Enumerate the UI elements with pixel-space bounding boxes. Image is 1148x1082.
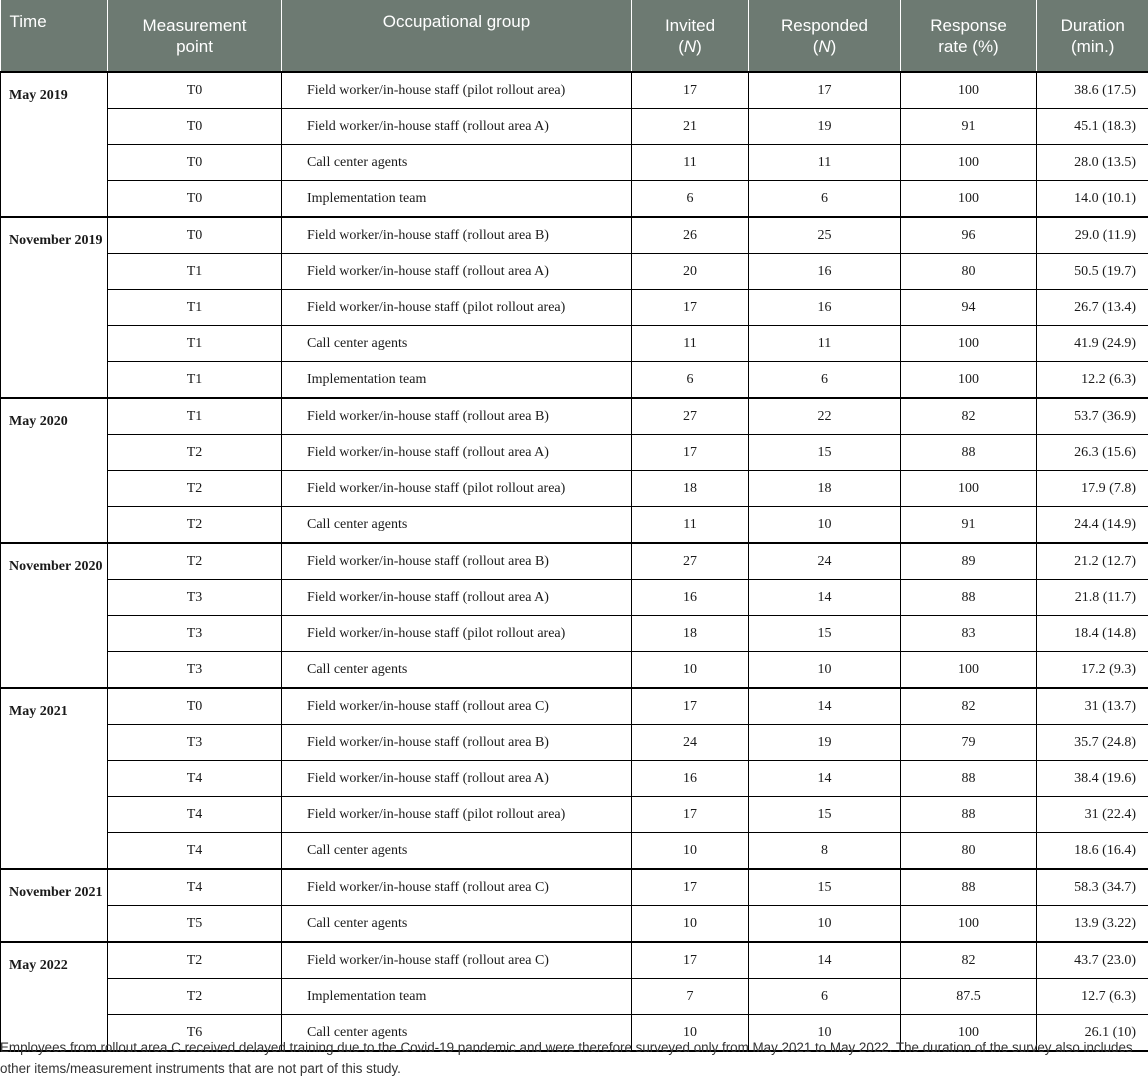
cell-duration: 29.0 (11.9) — [1037, 217, 1148, 254]
cell-measurement-point: T0 — [108, 181, 282, 218]
cell-response-rate: 80 — [901, 254, 1037, 290]
cell-responded: 18 — [749, 471, 901, 507]
cell-duration: 17.2 (9.3) — [1037, 652, 1148, 689]
cell-invited: 7 — [632, 979, 749, 1015]
table-footnote: Employees from rollout area C received delayed training due to the Covid-19 pandemic and were therefore surveyed only from May 2021 to May 2022. The duration of the survey also includes other items/measurement instruments that are not part of this study. — [0, 1040, 1133, 1076]
cell-occupational-group: Call center agents — [282, 1015, 632, 1052]
cell-duration: 26.3 (15.6) — [1037, 435, 1148, 471]
cell-invited: 11 — [632, 145, 749, 181]
cell-invited: 18 — [632, 471, 749, 507]
cell-occupational-group: Field worker/in-house staff (pilot rollout area) — [282, 72, 632, 109]
cell-responded: 16 — [749, 254, 901, 290]
cell-measurement-point: T4 — [108, 761, 282, 797]
cell-invited: 17 — [632, 942, 749, 979]
header-occupational-group: Occupational group — [282, 0, 632, 72]
cell-invited: 16 — [632, 761, 749, 797]
table-row — [1, 688, 1148, 725]
cell-duration: 18.4 (14.8) — [1037, 616, 1148, 652]
cell-invited: 17 — [632, 435, 749, 471]
cell-invited: 10 — [632, 652, 749, 689]
cell-response-rate: 100 — [901, 471, 1037, 507]
cell-measurement-point: T1 — [108, 398, 282, 435]
cell-duration: 45.1 (18.3) — [1037, 109, 1148, 145]
cell-response-rate: 88 — [901, 797, 1037, 833]
cell-responded: 16 — [749, 290, 901, 326]
table-row — [1, 797, 1148, 833]
cell-responded: 25 — [749, 217, 901, 254]
cell-measurement-point: T3 — [108, 652, 282, 689]
cell-response-rate: 83 — [901, 616, 1037, 652]
cell-occupational-group: Field worker/in-house staff (rollout area C) — [282, 688, 632, 725]
cell-measurement-point: T0 — [108, 217, 282, 254]
cell-response-rate: 100 — [901, 181, 1037, 218]
cell-response-rate: 100 — [901, 652, 1037, 689]
cell-measurement-point: T3 — [108, 580, 282, 616]
cell-invited: 27 — [632, 398, 749, 435]
header-measurement-point: Measurement point — [108, 0, 282, 72]
table-row — [1, 725, 1148, 761]
cell-occupational-group: Field worker/in-house staff (rollout area B) — [282, 725, 632, 761]
cell-measurement-point: T1 — [108, 290, 282, 326]
cell-responded: 11 — [749, 145, 901, 181]
cell-duration: 14.0 (10.1) — [1037, 181, 1148, 218]
table-row — [1, 435, 1148, 471]
table-row — [1, 979, 1148, 1015]
table-row — [1, 507, 1148, 544]
header-invited: Invited (N) — [632, 0, 749, 72]
cell-occupational-group: Field worker/in-house staff (rollout area A) — [282, 580, 632, 616]
cell-responded: 17 — [749, 72, 901, 109]
cell-duration: 53.7 (36.9) — [1037, 398, 1148, 435]
cell-responded: 10 — [749, 1015, 901, 1052]
cell-time: November 2021 — [1, 869, 108, 942]
cell-response-rate: 88 — [901, 580, 1037, 616]
cell-invited: 17 — [632, 797, 749, 833]
cell-duration: 12.7 (6.3) — [1037, 979, 1148, 1015]
cell-measurement-point: T3 — [108, 725, 282, 761]
cell-response-rate: 87.5 — [901, 979, 1037, 1015]
cell-occupational-group: Call center agents — [282, 906, 632, 943]
cell-occupational-group: Field worker/in-house staff (rollout area B) — [282, 217, 632, 254]
cell-measurement-point: T0 — [108, 145, 282, 181]
cell-measurement-point: T1 — [108, 362, 282, 399]
cell-duration: 31 (13.7) — [1037, 688, 1148, 725]
cell-occupational-group: Field worker/in-house staff (rollout area A) — [282, 254, 632, 290]
cell-duration: 24.4 (14.9) — [1037, 507, 1148, 544]
table-row — [1, 290, 1148, 326]
cell-duration: 12.2 (6.3) — [1037, 362, 1148, 399]
table-row — [1, 254, 1148, 290]
cell-duration: 26.7 (13.4) — [1037, 290, 1148, 326]
cell-occupational-group: Field worker/in-house staff (rollout area A) — [282, 109, 632, 145]
cell-invited: 20 — [632, 254, 749, 290]
cell-invited: 11 — [632, 326, 749, 362]
cell-invited: 10 — [632, 833, 749, 870]
cell-responded: 11 — [749, 326, 901, 362]
cell-duration: 28.0 (13.5) — [1037, 145, 1148, 181]
cell-response-rate: 82 — [901, 688, 1037, 725]
cell-duration: 35.7 (24.8) — [1037, 725, 1148, 761]
cell-invited: 10 — [632, 1015, 749, 1052]
cell-measurement-point: T0 — [108, 688, 282, 725]
cell-response-rate: 100 — [901, 145, 1037, 181]
cell-occupational-group: Implementation team — [282, 362, 632, 399]
cell-measurement-point: T2 — [108, 435, 282, 471]
cell-invited: 6 — [632, 362, 749, 399]
cell-measurement-point: T0 — [108, 109, 282, 145]
cell-occupational-group: Call center agents — [282, 326, 632, 362]
cell-occupational-group: Call center agents — [282, 652, 632, 689]
cell-responded: 15 — [749, 435, 901, 471]
cell-invited: 27 — [632, 543, 749, 580]
table-row — [1, 580, 1148, 616]
cell-measurement-point: T5 — [108, 906, 282, 943]
cell-response-rate: 88 — [901, 761, 1037, 797]
cell-measurement-point: T0 — [108, 72, 282, 109]
cell-invited: 17 — [632, 688, 749, 725]
table-row — [1, 833, 1148, 870]
cell-responded: 6 — [749, 979, 901, 1015]
cell-response-rate: 80 — [901, 833, 1037, 870]
cell-responded: 10 — [749, 906, 901, 943]
table-row — [1, 181, 1148, 218]
cell-invited: 10 — [632, 906, 749, 943]
cell-responded: 24 — [749, 543, 901, 580]
cell-response-rate: 89 — [901, 543, 1037, 580]
cell-occupational-group: Field worker/in-house staff (rollout area A) — [282, 435, 632, 471]
cell-measurement-point: T2 — [108, 507, 282, 544]
table-body — [1, 72, 1148, 1051]
cell-invited: 26 — [632, 217, 749, 254]
cell-duration: 26.1 (10) — [1037, 1015, 1148, 1052]
cell-duration: 21.2 (12.7) — [1037, 543, 1148, 580]
header-time: Time — [1, 0, 108, 72]
cell-duration: 38.4 (19.6) — [1037, 761, 1148, 797]
table-row — [1, 109, 1148, 145]
cell-duration: 13.9 (3.22) — [1037, 906, 1148, 943]
cell-measurement-point: T2 — [108, 942, 282, 979]
cell-occupational-group: Field worker/in-house staff (pilot rollout area) — [282, 290, 632, 326]
cell-responded: 14 — [749, 580, 901, 616]
cell-response-rate: 100 — [901, 326, 1037, 362]
table-row — [1, 326, 1148, 362]
cell-responded: 14 — [749, 761, 901, 797]
cell-time: May 2019 — [1, 72, 108, 217]
cell-invited: 17 — [632, 869, 749, 906]
cell-occupational-group: Field worker/in-house staff (rollout area B) — [282, 398, 632, 435]
header-response-rate: Response rate (%) — [901, 0, 1037, 72]
cell-duration: 18.6 (16.4) — [1037, 833, 1148, 870]
cell-occupational-group: Implementation team — [282, 979, 632, 1015]
cell-duration: 38.6 (17.5) — [1037, 72, 1148, 109]
cell-invited: 17 — [632, 72, 749, 109]
cell-duration: 41.9 (24.9) — [1037, 326, 1148, 362]
cell-time: May 2021 — [1, 688, 108, 869]
cell-response-rate: 94 — [901, 290, 1037, 326]
cell-duration: 17.9 (7.8) — [1037, 471, 1148, 507]
cell-duration: 21.8 (11.7) — [1037, 580, 1148, 616]
cell-measurement-point: T6 — [108, 1015, 282, 1052]
cell-occupational-group: Call center agents — [282, 145, 632, 181]
table-row — [1, 398, 1148, 435]
cell-duration: 43.7 (23.0) — [1037, 942, 1148, 979]
cell-occupational-group: Field worker/in-house staff (pilot rollout area) — [282, 471, 632, 507]
cell-time: May 2022 — [1, 942, 108, 1051]
cell-time: November 2019 — [1, 217, 108, 398]
cell-measurement-point: T1 — [108, 254, 282, 290]
cell-responded: 19 — [749, 725, 901, 761]
cell-occupational-group: Field worker/in-house staff (rollout area A) — [282, 761, 632, 797]
table-row — [1, 471, 1148, 507]
cell-response-rate: 96 — [901, 217, 1037, 254]
cell-response-rate: 79 — [901, 725, 1037, 761]
table-row — [1, 761, 1148, 797]
cell-occupational-group: Field worker/in-house staff (rollout area C) — [282, 869, 632, 906]
cell-response-rate: 100 — [901, 906, 1037, 943]
table-row — [1, 616, 1148, 652]
table-row — [1, 145, 1148, 181]
cell-response-rate: 82 — [901, 942, 1037, 979]
cell-invited: 6 — [632, 181, 749, 218]
cell-invited: 17 — [632, 290, 749, 326]
cell-responded: 15 — [749, 616, 901, 652]
cell-measurement-point: T3 — [108, 616, 282, 652]
cell-responded: 10 — [749, 652, 901, 689]
cell-responded: 10 — [749, 507, 901, 544]
table-row — [1, 543, 1148, 580]
cell-responded: 22 — [749, 398, 901, 435]
cell-response-rate: 100 — [901, 362, 1037, 399]
cell-invited: 24 — [632, 725, 749, 761]
cell-measurement-point: T4 — [108, 797, 282, 833]
cell-measurement-point: T4 — [108, 833, 282, 870]
cell-responded: 15 — [749, 869, 901, 906]
cell-measurement-point: T1 — [108, 326, 282, 362]
cell-response-rate: 100 — [901, 72, 1037, 109]
cell-invited: 21 — [632, 109, 749, 145]
cell-invited: 11 — [632, 507, 749, 544]
cell-responded: 8 — [749, 833, 901, 870]
cell-responded: 15 — [749, 797, 901, 833]
table-row — [1, 942, 1148, 979]
cell-time: November 2020 — [1, 543, 108, 688]
cell-measurement-point: T2 — [108, 979, 282, 1015]
cell-responded: 6 — [749, 181, 901, 218]
cell-responded: 19 — [749, 109, 901, 145]
cell-responded: 14 — [749, 942, 901, 979]
cell-duration: 58.3 (34.7) — [1037, 869, 1148, 906]
cell-measurement-point: T4 — [108, 869, 282, 906]
cell-invited: 16 — [632, 580, 749, 616]
table-row — [1, 217, 1148, 254]
cell-occupational-group: Field worker/in-house staff (pilot rollout area) — [282, 797, 632, 833]
cell-invited: 18 — [632, 616, 749, 652]
table-row — [1, 362, 1148, 399]
table-row — [1, 652, 1148, 689]
cell-response-rate: 91 — [901, 507, 1037, 544]
cell-measurement-point: T2 — [108, 543, 282, 580]
cell-response-rate: 88 — [901, 435, 1037, 471]
header-row — [1, 0, 1148, 72]
cell-duration: 31 (22.4) — [1037, 797, 1148, 833]
cell-responded: 14 — [749, 688, 901, 725]
cell-occupational-group: Field worker/in-house staff (rollout area B) — [282, 543, 632, 580]
table-row — [1, 869, 1148, 906]
table-row — [1, 72, 1148, 109]
cell-measurement-point: T2 — [108, 471, 282, 507]
cell-occupational-group: Field worker/in-house staff (rollout area C) — [282, 942, 632, 979]
cell-occupational-group: Call center agents — [282, 507, 632, 544]
cell-responded: 6 — [749, 362, 901, 399]
cell-occupational-group: Call center agents — [282, 833, 632, 870]
cell-response-rate: 82 — [901, 398, 1037, 435]
cell-response-rate: 91 — [901, 109, 1037, 145]
header-duration: Duration (min.) — [1037, 0, 1148, 72]
header-responded: Responded (N) — [749, 0, 901, 72]
cell-response-rate: 100 — [901, 1015, 1037, 1052]
cell-duration: 50.5 (19.7) — [1037, 254, 1148, 290]
cell-time: May 2020 — [1, 398, 108, 543]
cell-occupational-group: Implementation team — [282, 181, 632, 218]
cell-occupational-group: Field worker/in-house staff (pilot rollout area) — [282, 616, 632, 652]
cell-response-rate: 88 — [901, 869, 1037, 906]
table-row — [1, 906, 1148, 943]
